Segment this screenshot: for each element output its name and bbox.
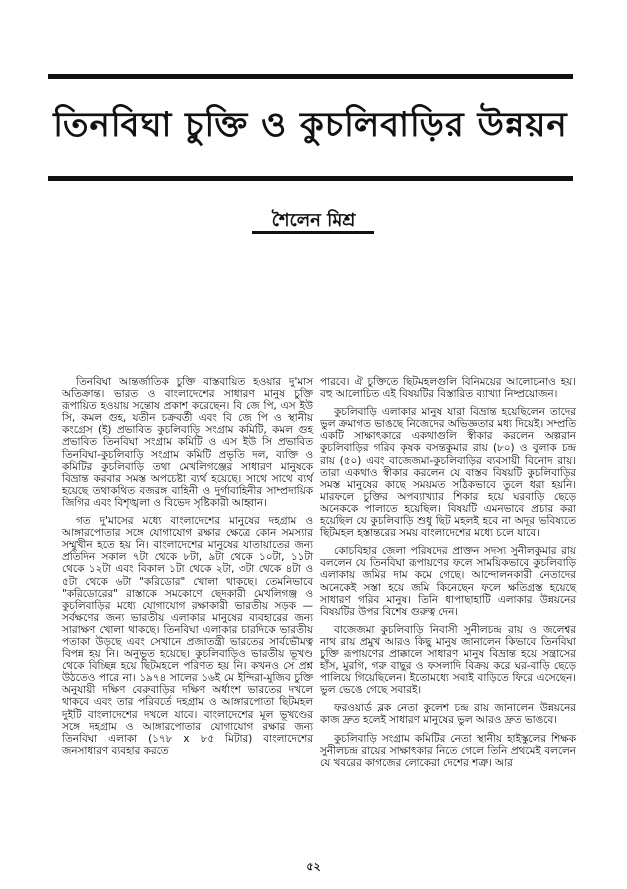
paragraph: কুচলিবাড়ি সংগ্রাম কমিটির নেতা স্থানীয় হাইস্কুলের শিক্ষক সুনীলচন্দ্র রায়ের সাক্ষাৎকার নিতে গেলে তিনি প্রথমেই বললেন যে খবরের কাগজের লোকেরা দেশের শত্রু। আর — [320, 732, 576, 769]
title-bottom-rule — [48, 176, 573, 181]
paragraph: পারবে। ঐ চুক্তিতে ছিটমহলগুলি বিনিময়ের আলোচনাও হয়। বহু আলোচিত এই বিষয়টির বিস্তারিত ব্যাখ্যা নিষ্প্রয়োজন। — [320, 376, 576, 401]
paragraph: বাজেজমা কুচলিবাড়ি নিবাসী সুনীলচন্দ্র রায় ও জলেশ্বর নাথ রায় প্রমুখ আরও কিছু মানুষ জানালেন কিভাবে তিনবিঘা চুক্তি রূপায়ণের প্রাক্কালে সাধারণ মানুষ বিভ্রান্ত হয়ে সন্ত্রাসের হাঁস, মুরগি, গরু বাছুর ও ফসলাদি বিক্রয় করে ঘর-বাড়ি ছেড়ে পালিয়ে গিয়েছিলেন। ইতোমধ্যে সবাই বাড়িতে ফিরে এসেছেন। ভুল ভেঙে গেছে সবারই। — [320, 623, 576, 697]
paragraph: তিনবিঘা আন্তর্জাতিক চুক্তি বাস্তবায়িত হওয়ার দু'মাস অতিক্রান্ত। ভারত ও বাংলাদেশের সাধারণ মানুষ চুক্তি রূপায়িত হওয়ায় সন্তোষ প্রকাশ করেছেন। বি জে পি, এস ইউ সি, কমল গুহ, যতীন চক্রবর্তী এবং বি জে পি ও স্থানীয় কংগ্রেস (ই) প্রভাবিত কুচলিবাড়ি সংগ্রাম কমিটি, কমল গুহ প্রভাবিত তিনবিঘা সংগ্রাম কমিটি ও এস ইউ সি প্রভাবিত তিনবিঘা-কুচলিবাড়ি সংগ্রাম কমিটি প্রভৃতি দল, ব্যক্তি ও কমিটির কুচলিবাড়ি তথা মেখলিগঞ্জের সাধারণ মানুষকে বিভ্রান্ত করবার সমস্ত অপচেষ্টা ব্যর্থ হয়েছে। সাথে সাথে ব্যর্থ হয়েছে তথাকথিত বজরঙ্গ বাহিনী ও দুর্গাবাহিনীর সাম্প্রদায়িক জিগির এবং বিশৃঙ্খলা ও বিভেদ সৃষ্টিকারী আহ্বান। — [62, 376, 313, 509]
author-name: শৈলেন মিশ্র — [271, 210, 356, 231]
paragraph: ফরওয়ার্ড ব্লক নেতা কুলেশ চন্দ্র রায় জানালেন উন্নয়নের কাজ দ্রুত হলেই সাধারণ মানুষের ভুল আরও দ্রুত ভাঙবে। — [320, 702, 576, 727]
right-column — [320, 376, 576, 769]
author-underline — [252, 231, 374, 234]
paragraph: গত দু'মাসের মধ্যে বাংলাদেশের মানুষের দহগ্রাম ও আঙ্গারপোতার সঙ্গে যোগাযোগ রক্ষার ক্ষেত্রে কোন সমস্যার সম্মুখীন হতে হয় নি। বাংলাদেশের মানুষের যাতায়াতের জন্য প্রতিদিন সকাল ৭টা থেকে ৮টা, ৯টা থেকে ১০টা, ১১টা থেকে ১২টা এবং বিকাল ১টা থেকে ২টা, ৩টা থেকে ৪টা ও ৫টা থেকে ৬টা "করিডোর" খোলা থাকছে। তেমনিভাবে "করিডোরের" রাস্তাকে সমকোণে ছেদকারী মেখলিগঞ্জ ও কুচলিবাড়ির মধ্যে যোগাযোগ রক্ষাকারী ভারতীয় সড়ক — সর্বক্ষণের জন্য ভারতীয় এলাকার মানুষের ব্যবহারের জন্য সারাক্ষণ খোলা থাকছে। তিনবিঘা এলাকার চারদিকে ভারতীয় পতাকা উড়ছে এবং সেখানে প্রজাতন্ত্রী ভারতের সার্বভৌমত্ব বিপন্ন হয় নি। অনুভূত হয়েছে। কুচলিবাড়িও ভারতীয় ভূখণ্ড থেকে বিচ্ছিন্ন হয়ে ছিটমহলে পরিণত হয় নি। কখনও সে প্রশ্ন উঠতেও পারে না। ১৯৭৪ সালের ১৬ই মে ইন্দিরা-মুজিব চুক্তি অনুযায়ী দক্ষিণ বেরুবাড়ির দক্ষিণ অর্ধাংশ ভারতের দখলে থাকবে এবং তার পরিবর্তে দহগ্রাম ও আঙ্গারপোতা ছিটমহল দুইটি বাংলাদেশের দখলে যাবে। বাংলাদেশের মূল ভূখণ্ডের সঙ্গে দহগ্রাম ও আঙ্গারপোতার যোগাযোগ রক্ষার জন্য তিনবিঘা এলাকা (১৭৮ x ৮৫ মিটার) বাংলাদেশের জনসাধারণ ব্যবহার করতে — [62, 515, 313, 757]
article-title: তিনবিঘা চুক্তি ও কুচলিবাড়ির উন্নয়ন — [53, 104, 568, 145]
left-column — [62, 376, 313, 757]
paragraph: কোচবিহার জেলা পরিষদের প্রাক্তন সদস্য সুনীলকুমার রায় বললেন যে তিনবিঘা রূপায়ণের ফলে সাময়িকভাবে কুচলিবাড়ি এলাকায় জমির দাম কমে গেছে। আন্দোলনকারী নেতাদের অনেকেই সস্তা হয়ে জমি কিনেছেন ফলে ক্ষতিগ্রস্ত হয়েছে সাধারণ গরিব মানুষ। তিনি ধাপাছাহাটি এলাকার উন্নয়নের বিষয়টির উপর বিশেষ গুরুত্ব দেন। — [320, 545, 576, 618]
title-top-rule — [48, 74, 573, 79]
paragraph: কুচলিবাড়ি এলাকার মানুষ যারা বিভ্রান্ত হয়েছিলেন তাদের ভুল ক্রমাগত ভাঙছে নিজেদের অভিজ্ঞতার মধ্য দিয়েই। সম্প্রতি একটি সাক্ষাৎকারে একথাগুলি স্বীকার করলেন অল্পরান কুচলিবাড়ির গরিব কৃষক বসন্তকুমার রায় (৮০) ও বুলাক চন্দ্র রায় (৫০) এবং বাজেজমা-কুচলিবাড়ির ব্যবসায়ী বিনোদ রায়। তারা একথাও স্বীকার করলেন যে বাস্তব বিষয়টি কুচলিবাড়ির সমস্ত মানুষের কাছে সময়মত সঠিকভাবে তুলে ধরা হয়নি। মারফলে চুক্তির অপব্যাখ্যার শিকার হয়ে ঘরবাড়ি ছেড়ে অনেককে পালাতে হয়েছিল। বিষয়টি এমনভাবে প্রচার করা হয়েছিল যে কুচলিবাড়ি শুধু ছিট মহলই হবে না অদূর ভবিষ্যতে ছিটমহল হস্তান্তরের সময় বাংলাদেশের মধ্যে চলে যাবে। — [320, 406, 576, 540]
page-number: ৫২ — [306, 860, 321, 873]
